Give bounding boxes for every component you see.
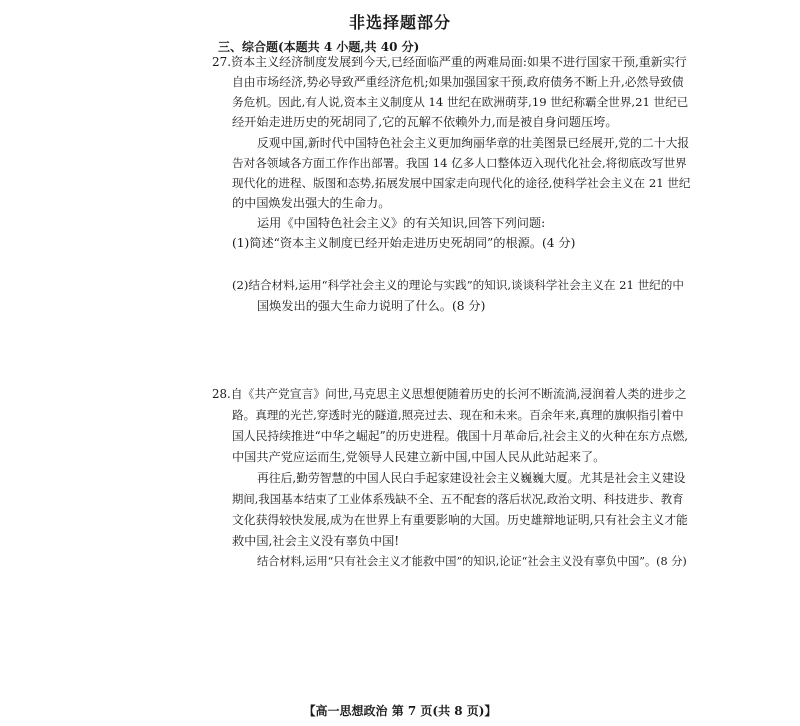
q28-instruction: 结合材料,运用“只有社会主义才能救中国”的知识,论证“社会主义没有辜负中国”。(8 分) [257, 555, 687, 568]
q27-subquestion-1: (1)简述“资本主义制度已经开始走进历史死胡同”的根源。(4 分) [232, 236, 576, 250]
q28-line-5: 再往后,勤劳智慧的中国人民白手起家建设社会主义巍巍大厦。尤其是社会主义建设 [257, 471, 686, 485]
page-footer: 【高一思想政治 第 7 页(共 8 页)】 [303, 704, 497, 718]
q28-line-7: 文化获得较快发展,成为在世界上有重要影响的大国。历史雄辩地证明,只有社会主义才能 [232, 513, 688, 527]
q27-line-5: 反观中国,新时代中国特色社会主义更加绚丽华章的壮美图景已经展开,党的二十大报 [257, 136, 690, 150]
section-heading: 三、综合题(本题共 4 小题,共 40 分) [218, 40, 420, 54]
q27-subquestion-2: (2)结合材料,运用“科学社会主义的理论与实践”的知识,谈谈科学社会主义在 21 世纪的中 [232, 278, 684, 292]
q27-line-6: 告对各领域各方面工作作出部署。我国 14 亿多人口整体迈入现代化社会,将彻底改写世界 [232, 156, 687, 170]
q27-subquestion-2-cont: 国焕发出的强大生命力说明了什么。(8 分) [257, 299, 486, 313]
q28-line-1: 28.自《共产党宣言》问世,马克思主义思想便随着历史的长河不断流淌,浸润着人类的进步之 [212, 387, 687, 401]
q28-line-2: 路。真理的光芒,穿透时光的隧道,照亮过去、现在和未来。百余年来,真理的旗帜指引着中 [232, 408, 684, 422]
q28-line-3: 国人民持续推进“中华之崛起”的历史进程。俄国十月革命后,社会主义的火种在东方点燃, [232, 429, 689, 443]
page-title: 非选择题部分 [348, 13, 451, 32]
q28-line-4: 中国共产党应运而生,党领导人民建立新中国,中国人民从此站起来了。 [232, 450, 606, 464]
q27-line-7: 现代化的进程、版图和态势,拓展发展中国家走向现代化的途径,使科学社会主义在 21 世纪 [232, 176, 691, 190]
q27-instruction: 运用《中国特色社会主义》的有关知识,回答下列问题: [257, 216, 546, 230]
q28-line-6: 期间,我国基本结束了工业体系残缺不全、五不配套的落后状况,政治文明、科技进步、教育 [232, 492, 684, 506]
q27-line-3: 务危机。因此,有人说,资本主义制度从 14 世纪在欧洲萌芽,19 世纪称霸全世界,21 世纪已 [232, 95, 689, 109]
q27-line-8: 的中国焕发出强大的生命力。 [232, 196, 391, 210]
q27-line-1: 27.资本主义经济制度发展到今天,已经面临严重的两难局面:如果不进行国家干预,重新实行 [212, 55, 687, 69]
q27-line-2: 自由市场经济,势必导致严重经济危机;如果加强国家干预,政府债务不断上升,必然导致债 [232, 75, 684, 89]
q27-line-4: 经开始走进历史的死胡同了,它的瓦解不依赖外力,而是被自身问题压垮。 [232, 115, 618, 129]
q28-line-8: 救中国,社会主义没有辜负中国! [232, 534, 400, 548]
